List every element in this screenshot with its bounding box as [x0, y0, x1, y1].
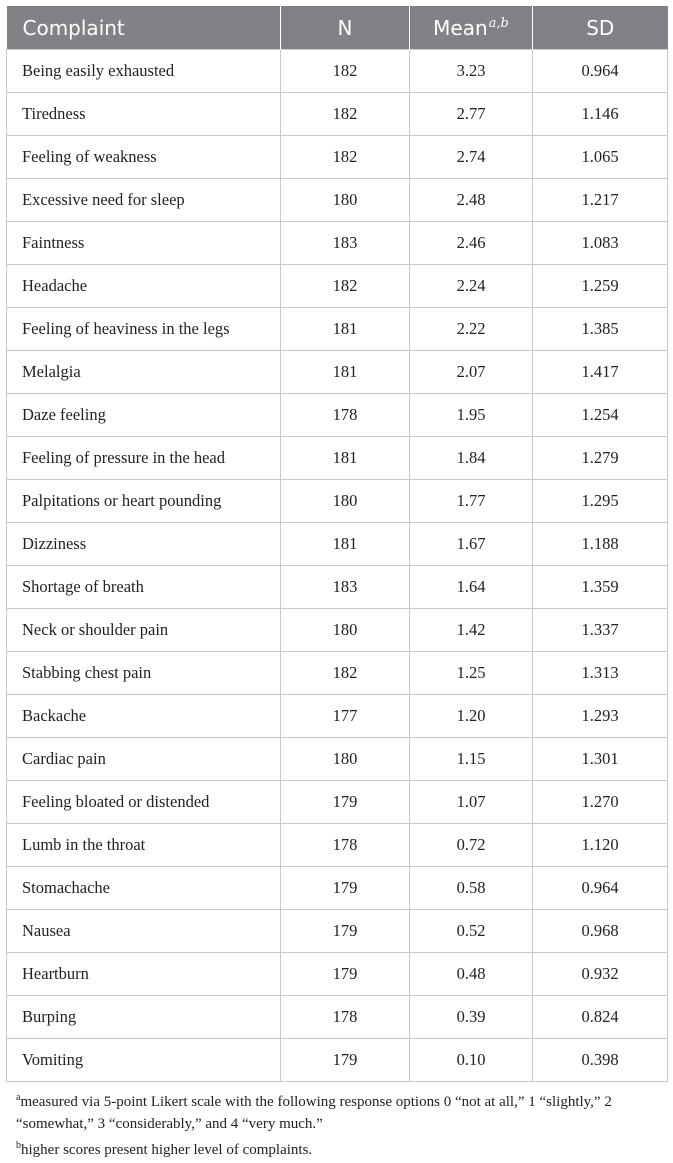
table-row	[7, 523, 668, 566]
cell-n: 181	[281, 351, 410, 394]
cell-complaint: Dizziness	[7, 523, 281, 566]
cell-mean: 1.07	[410, 781, 533, 824]
cell-complaint: Feeling bloated or distended	[7, 781, 281, 824]
cell-complaint: Nausea	[7, 910, 281, 953]
cell-sd: 1.065	[533, 136, 668, 179]
table-header-row	[7, 6, 668, 50]
header-mean-footnote-marks: a,b	[488, 15, 509, 31]
cell-sd: 1.279	[533, 437, 668, 480]
cell-mean: 0.39	[410, 996, 533, 1039]
cell-n: 180	[281, 738, 410, 781]
cell-sd: 1.385	[533, 308, 668, 351]
cell-sd: 0.824	[533, 996, 668, 1039]
cell-n: 182	[281, 50, 410, 93]
cell-complaint: Feeling of weakness	[7, 136, 281, 179]
cell-sd: 0.964	[533, 50, 668, 93]
table-row	[7, 566, 668, 609]
cell-mean: 2.07	[410, 351, 533, 394]
table-row	[7, 136, 668, 179]
table-row	[7, 480, 668, 523]
cell-mean: 0.10	[410, 1039, 533, 1082]
cell-sd: 0.968	[533, 910, 668, 953]
cell-mean: 1.64	[410, 566, 533, 609]
cell-complaint: Daze feeling	[7, 394, 281, 437]
cell-n: 177	[281, 695, 410, 738]
table-row	[7, 394, 668, 437]
cell-complaint: Shortage of breath	[7, 566, 281, 609]
cell-complaint: Lumb in the throat	[7, 824, 281, 867]
cell-sd: 1.270	[533, 781, 668, 824]
cell-complaint: Excessive need for sleep	[7, 179, 281, 222]
table-row	[7, 781, 668, 824]
cell-sd: 1.083	[533, 222, 668, 265]
cell-n: 180	[281, 179, 410, 222]
complaints-table	[6, 6, 668, 1082]
cell-n: 181	[281, 308, 410, 351]
table-row	[7, 93, 668, 136]
cell-complaint: Feeling of pressure in the head	[7, 437, 281, 480]
footnote-b	[16, 1135, 666, 1161]
table-row	[7, 179, 668, 222]
cell-sd: 0.932	[533, 953, 668, 996]
cell-n: 183	[281, 566, 410, 609]
cell-complaint: Tiredness	[7, 93, 281, 136]
table-row	[7, 437, 668, 480]
table-row	[7, 609, 668, 652]
cell-n: 179	[281, 953, 410, 996]
cell-sd: 0.398	[533, 1039, 668, 1082]
cell-n: 178	[281, 824, 410, 867]
cell-n: 182	[281, 136, 410, 179]
cell-mean: 3.23	[410, 50, 533, 93]
cell-complaint: Stomachache	[7, 867, 281, 910]
table-row	[7, 1039, 668, 1082]
table-row	[7, 351, 668, 394]
table-row	[7, 867, 668, 910]
cell-n: 181	[281, 437, 410, 480]
cell-sd: 1.217	[533, 179, 668, 222]
cell-complaint: Being easily exhausted	[7, 50, 281, 93]
cell-complaint: Palpitations or heart pounding	[7, 480, 281, 523]
cell-mean: 2.24	[410, 265, 533, 308]
cell-mean: 1.25	[410, 652, 533, 695]
table-row	[7, 910, 668, 953]
footnote-text: higher scores present higher level of complaints.	[21, 1142, 313, 1158]
table-row	[7, 308, 668, 351]
cell-complaint: Melalgia	[7, 351, 281, 394]
header-sd: SD	[533, 6, 668, 50]
cell-n: 179	[281, 867, 410, 910]
cell-complaint: Feeling of heaviness in the legs	[7, 308, 281, 351]
cell-mean: 1.20	[410, 695, 533, 738]
cell-n: 179	[281, 781, 410, 824]
cell-sd: 1.188	[533, 523, 668, 566]
cell-mean: 0.58	[410, 867, 533, 910]
cell-mean: 1.42	[410, 609, 533, 652]
cell-sd: 0.964	[533, 867, 668, 910]
cell-sd: 1.359	[533, 566, 668, 609]
cell-sd: 1.254	[533, 394, 668, 437]
cell-sd: 1.301	[533, 738, 668, 781]
header-mean-label: Mean	[433, 15, 488, 40]
cell-n: 180	[281, 609, 410, 652]
header-complaint: Complaint	[7, 6, 281, 50]
table-row	[7, 265, 668, 308]
cell-mean: 1.84	[410, 437, 533, 480]
cell-n: 178	[281, 996, 410, 1039]
cell-n: 178	[281, 394, 410, 437]
header-mean	[410, 6, 533, 50]
cell-sd: 1.313	[533, 652, 668, 695]
cell-n: 179	[281, 910, 410, 953]
cell-n: 181	[281, 523, 410, 566]
cell-n: 179	[281, 1039, 410, 1082]
table-footnotes	[16, 1087, 666, 1161]
cell-sd: 1.259	[533, 265, 668, 308]
cell-sd: 1.146	[533, 93, 668, 136]
cell-complaint: Backache	[7, 695, 281, 738]
cell-mean: 1.67	[410, 523, 533, 566]
cell-complaint: Faintness	[7, 222, 281, 265]
footnote-mark: a	[16, 1092, 21, 1103]
cell-mean: 0.72	[410, 824, 533, 867]
cell-mean: 2.74	[410, 136, 533, 179]
cell-mean: 2.77	[410, 93, 533, 136]
cell-sd: 1.337	[533, 609, 668, 652]
cell-complaint: Headache	[7, 265, 281, 308]
table-row	[7, 953, 668, 996]
cell-mean: 2.46	[410, 222, 533, 265]
table-row	[7, 652, 668, 695]
cell-mean: 1.95	[410, 394, 533, 437]
cell-sd: 1.295	[533, 480, 668, 523]
cell-sd: 1.293	[533, 695, 668, 738]
table-row	[7, 824, 668, 867]
cell-mean: 1.15	[410, 738, 533, 781]
cell-complaint: Vomiting	[7, 1039, 281, 1082]
footnote-mark: b	[16, 1140, 21, 1151]
cell-mean: 2.22	[410, 308, 533, 351]
header-n: N	[281, 6, 410, 50]
cell-mean: 2.48	[410, 179, 533, 222]
cell-sd: 1.120	[533, 824, 668, 867]
cell-complaint: Heartburn	[7, 953, 281, 996]
footnote-text: measured via 5-point Likert scale with the following response options 0 “not at all,” 1 “slightly,” 2 “somewhat,” 3 “considerably,” and 4 “very much.”	[16, 1094, 612, 1132]
cell-n: 183	[281, 222, 410, 265]
cell-complaint: Neck or shoulder pain	[7, 609, 281, 652]
table-row	[7, 50, 668, 93]
cell-complaint: Cardiac pain	[7, 738, 281, 781]
cell-n: 182	[281, 265, 410, 308]
table-row	[7, 695, 668, 738]
cell-mean: 0.52	[410, 910, 533, 953]
cell-n: 182	[281, 652, 410, 695]
table-row	[7, 222, 668, 265]
table-row	[7, 996, 668, 1039]
cell-n: 180	[281, 480, 410, 523]
cell-complaint: Stabbing chest pain	[7, 652, 281, 695]
footnote-a	[16, 1087, 666, 1135]
table-row	[7, 738, 668, 781]
complaints-table-container	[6, 6, 667, 1082]
cell-mean: 1.77	[410, 480, 533, 523]
cell-mean: 0.48	[410, 953, 533, 996]
cell-n: 182	[281, 93, 410, 136]
cell-sd: 1.417	[533, 351, 668, 394]
cell-complaint: Burping	[7, 996, 281, 1039]
